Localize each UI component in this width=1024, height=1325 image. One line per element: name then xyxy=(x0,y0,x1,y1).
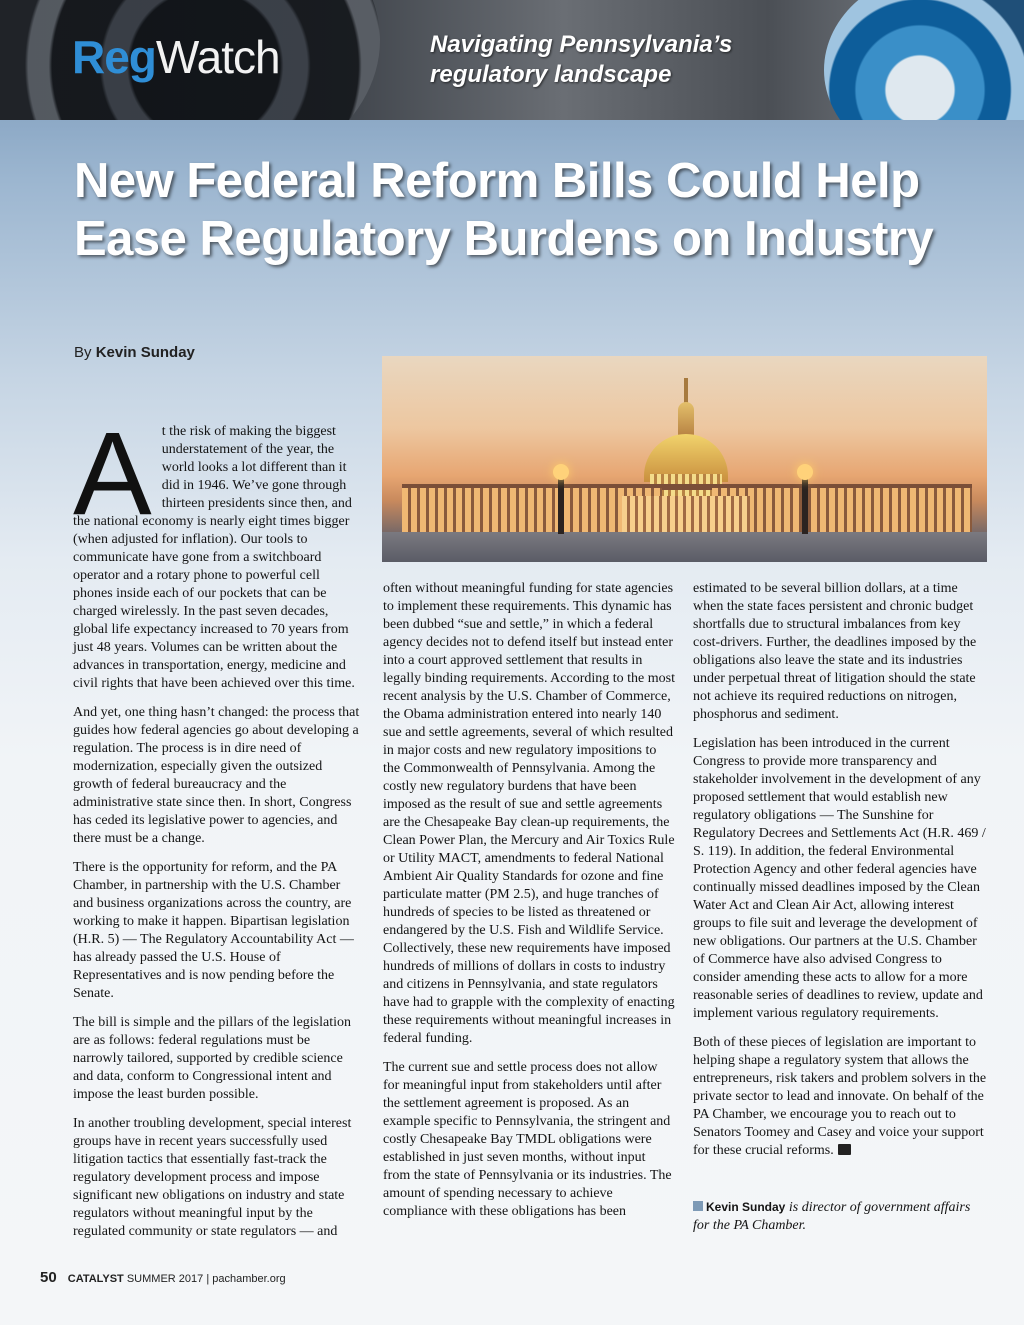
logo-watch: Watch xyxy=(155,31,280,83)
page-number: 50 xyxy=(40,1269,57,1286)
author-bio xyxy=(693,1198,987,1235)
byline-prefix: By xyxy=(74,344,92,361)
capitol-photo xyxy=(382,356,987,562)
page-footer xyxy=(40,1269,286,1286)
article-column-1 xyxy=(73,408,361,1252)
paragraph: The bill is simple and the pillars of the legislation are as follows: federal regulations must be narrowly tailored, supported by credible science and data, conform to Congressional intent and impose the least burden possible. xyxy=(73,1015,352,1102)
photo-lamp xyxy=(558,474,564,534)
paragraph xyxy=(73,408,361,693)
website-link[interactable]: pachamber.org xyxy=(212,1273,286,1285)
paragraph xyxy=(693,1034,987,1160)
article-column-2 xyxy=(383,580,675,1232)
drop-cap: A xyxy=(73,408,152,540)
bio-square-icon xyxy=(693,1201,703,1211)
paragraph: Legislation has been introduced in the current Congress to provide more transparency and stakeholder involvement in the development of any proposed settlement that would establish new regulatory obligations — The Sunshine for Regulatory Decrees and Settlements Act (H.R. 469 / S. 119). In addition, the federal Environmental Protection Agency and other federal agencies have continually missed deadlines imposed by the Clean Water Act and Clean Air Act, allowing interest groups to file suit and leverage the development of new obligations. Our partners at the U.S. Chamber of Commerce have also advised Congress to consider amending these acts to allow for a more reasonable series of deadlines to review, update and implement various regulatory requirements. xyxy=(693,736,986,1021)
paragraph: often without meaningful funding for state agencies to implement these requirements. This dynamic has been dubbed “sue and settle,” in which a federal agency decides not to defend itself but instead enter into a court approved settlement that results in legally binding requirements. According to the most recent analysis by the U.S. Chamber of Commerce, the Obama administration entered into nearly 140 sue and settle agreements, several of which resulted in major costs and new regulatory impositions to the Commonwealth of Pennsylvania. Among the costly new regulatory burdens that have been imposed as the result of sue and settle agreements are the Chesapeake Bay clean-up requirements, the Clean Power Plan, the Mercury and Air Toxics Rule or Utility MACT, amendments to federal National Ambient Air Quality Standards for ozone and fine particulate matter (PM 2.5), and huge tranches of hundreds of species to be listed as threatened or endangered by the U.S. Fish and Wildlife Service. Collectively, these new requirements have imposed hundreds of millions of dollars in costs to industry and citizens in Pennsylvania, and state regulators have had to grapple with the complexity of enacting these requirements without meaningful increases in federal funding. xyxy=(383,581,675,1046)
paragraph-text: Both of these pieces of legislation are important to helping shape a regulatory system that allows the entrepreneurs, risk takers and problem solvers in the private sector to lead and innovate. On behalf of the PA Chamber, we encourage you to reach out to Senators Toomey and Casey and voice your support for these crucial reforms. xyxy=(693,1035,987,1158)
article-title: New Federal Reform Bills Could Help Ease Regulatory Burdens on Industry xyxy=(74,154,934,266)
header-banner xyxy=(0,0,1024,120)
byline xyxy=(74,344,195,361)
photo-lamp xyxy=(802,474,808,534)
end-mark-icon xyxy=(838,1144,851,1155)
byline-author: Kevin Sunday xyxy=(95,344,195,361)
issue-date: SUMMER 2017 xyxy=(126,1273,204,1285)
decorative-swirl-right xyxy=(824,0,1024,120)
photo-spire xyxy=(684,378,688,404)
paragraph: The current sue and settle process does not allow for meaningful input from stakeholders until after the settlement agreement is proposed. As an example specific to Pennsylvania, the stringent and costly Chesapeake Bay TMDL obligations were established in just seven months, without input from the state of Pennsylvania or its industries. The amount of spending necessary to achieve compliance with these obligations has been xyxy=(383,1060,672,1219)
bio-name: Kevin Sunday xyxy=(706,1200,786,1214)
article-column-3 xyxy=(693,580,987,1171)
paragraph-text: t the risk of making the biggest understatement of the year, the world looks a lot different than it did in 1946. We’ve gone through thirteen presidents since then, and the national economy is nearly eight times bigger (when adjusted for inflation). Our tools to communicate have gone from a switchboard operator and a rotary phone to powerful cell phones inside each of our pockets that can be charged wirelessly. In the past seven decades, global life expectancy increased to 70 years from just 48 years. Volumes can be written about the advances in transportation, energy, medicine and civil rights that have been achieved over this time. xyxy=(73,424,355,691)
bio-text: is director of government affairs for the PA Chamber. xyxy=(693,1200,971,1233)
footer-separator: | xyxy=(206,1273,210,1285)
section-tagline: Navigating Pennsylvania’s regulatory landscape xyxy=(430,31,733,88)
paragraph: And yet, one thing hasn’t changed: the process that guides how federal agencies go about developing a regulation. The process is in dire need of modernization, especially given the outsized growth of federal bureaucracy and the administrative state since then. In short, Congress has ceded its legislative power to agencies, and there must be a change. xyxy=(73,705,360,846)
photo-wing-right xyxy=(712,488,972,532)
photo-lantern xyxy=(678,402,694,436)
photo-center-portico xyxy=(622,496,750,532)
paragraph: In another troubling development, special interest groups have in recent years successfully used litigation tactics that essentially fast-track the regulatory development process and impose significant new obligations on industry and state regulators without meaningful input by the regulated community or state regulators — and xyxy=(73,1116,352,1239)
photo-plaza xyxy=(382,532,987,562)
publication-name: CATALYST xyxy=(67,1273,124,1285)
paragraph: estimated to be several billion dollars, at a time when the state faces persistent and chronic budget shortfalls due to structural imbalances from key cost-drivers. Further, the deadlines imposed by the obligations also leave the state and its industries under perpetual threat of litigation should the state not achieve its required reductions on nitrogen, phosphorus and sediment. xyxy=(693,581,977,722)
regwatch-logo xyxy=(72,30,280,84)
paragraph: There is the opportunity for reform, and the PA Chamber, in partnership with the U.S. Chamber and business organizations across the country, are working to make it happen. Bipartisan legislation (H.R. 5) — The Regulatory Accountability Act — has already passed the U.S. House of Representatives and is now pending before the Senate. xyxy=(73,860,354,1001)
logo-reg: Reg xyxy=(72,31,156,83)
